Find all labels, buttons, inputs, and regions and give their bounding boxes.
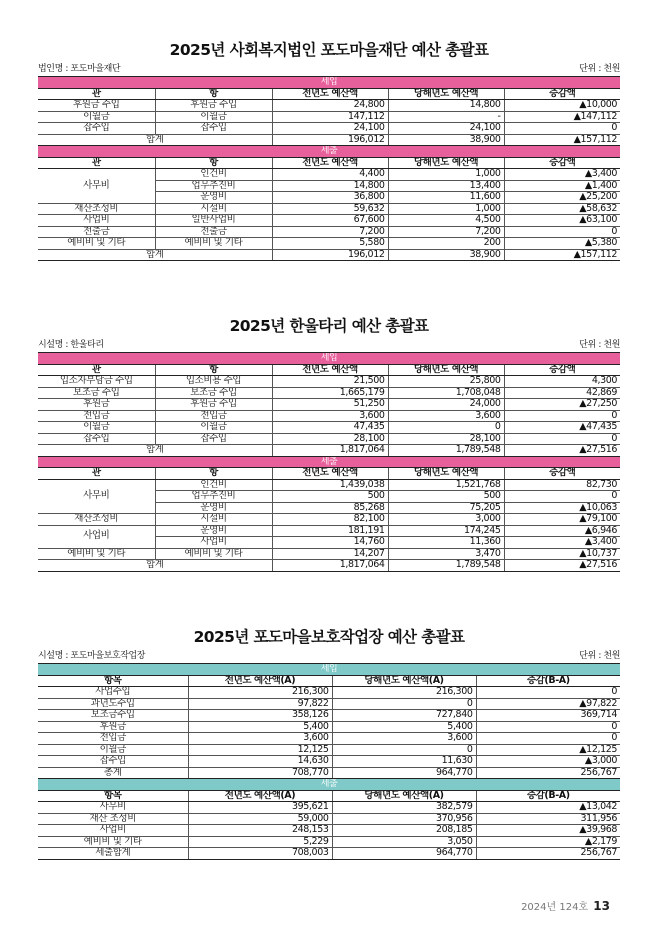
table-row: 전입금 전입금 3,600 3,600 0 [38,410,620,422]
section-meta [38,63,620,76]
table-row: 예비비 및 기타 5,229 3,050 ▲2,179 [38,836,620,848]
header-row [38,157,620,169]
expense-band: 세출 [38,146,620,158]
header-row [38,790,620,802]
col-header: 당해년도 예산액(A) [332,790,476,802]
col-header: 항 [155,364,272,376]
header-row [38,88,620,100]
col-header: 증감액 [504,88,620,100]
table-row: 재산 조성비 59,000 370,956 311,956 [38,813,620,825]
section-title: 2025년 사회복지법인 포도마을재단 예산 총괄표 [169,41,489,59]
col-header: 전년도 예산액 [272,157,388,169]
table-row: 잡수입 잡수입 28,100 28,100 0 [38,433,620,445]
total-row: 합계 196,012 38,900 ▲157,112 [38,249,620,261]
col-header: 항 [155,468,272,480]
col-header: 항 [155,88,272,100]
table-row: 사업비 14,760 11,360 ▲3,400 [38,537,620,549]
table-row: 잡수입 14,630 11,630 ▲3,000 [38,756,620,768]
table-row: 재산조성비 시설비 82,100 3,000 ▲79,100 [38,514,620,526]
table-row: 전입금 3,600 3,600 0 [38,733,620,745]
table-row: 이월금 이월금 47,435 0 ▲47,435 [38,422,620,434]
org-name: 시설명 : 포도마을보호작업장 [38,651,146,661]
budget-section-foundation [38,40,620,261]
table-row: 잡수입 잡수입 24,100 24,100 0 [38,123,620,135]
table-row: 업무추진비 500 500 0 [38,491,620,503]
col-header: 전년도 예산액 [272,88,388,100]
budget-table [38,663,620,860]
table-row: 운영비 85,268 75,205 ▲10,063 [38,502,620,514]
table-row: 사무비 395,621 382,579 ▲13,042 [38,802,620,814]
unit-label: 단위 : 천원 [579,64,620,74]
table-row: 재산조성비 시설비 59,632 1,000 ▲58,632 [38,203,620,215]
col-header: 항목 [38,790,188,802]
org-name: 시설명 : 한울타리 [38,340,104,350]
table-row: 후원금 수입 후원금 수입 24,800 14,800 ▲10,000 [38,100,620,112]
income-band: 세입 [38,77,620,89]
budget-table [38,352,620,572]
unit-label: 단위 : 천원 [579,340,620,350]
section-meta [38,339,620,352]
total-row: 합계 1,817,064 1,789,548 ▲27,516 [38,445,620,457]
col-header: 당해년도 예산액 [388,364,504,376]
expense-band: 세출 [38,779,620,791]
table-row: 사업비 248,153 208,185 ▲39,968 [38,825,620,837]
col-header: 당해년도 예산액 [388,88,504,100]
col-header: 전년도 예산액 [272,364,388,376]
table-row: 사무비 인건비 1,439,038 1,521,768 82,730 [38,479,620,491]
table-row: 보조금수입 358,126 727,840 369,714 [38,710,620,722]
col-header: 당해년도 예산액 [388,157,504,169]
budget-table [38,76,620,261]
table-row: 사업비 일반사업비 67,600 4,500 ▲63,100 [38,215,620,227]
col-header: 전년도 예산액 [272,468,388,480]
income-band: 세입 [38,353,620,365]
total-row: 세출합계 708,003 964,770 256,767 [38,848,620,860]
col-header: 증감액 [504,157,620,169]
col-header: 항목 [38,675,188,687]
org-name: 법인명 : 포도마을재단 [38,64,121,74]
income-band: 세입 [38,664,620,676]
section-meta [38,650,620,663]
table-row: 사무비 인건비 4,400 1,000 ▲3,400 [38,169,620,181]
table-row: 업무추진비 14,800 13,400 ▲1,400 [38,180,620,192]
col-header: 증감액 [504,364,620,376]
table-row: 사업수입 216,300 216,300 0 [38,687,620,699]
header-row [38,364,620,376]
col-header: 전년도 예산액(A) [188,675,332,687]
table-row: 운영비 36,800 11,600 ▲25,200 [38,192,620,204]
table-row: 과년도수입 97,822 0 ▲97,822 [38,698,620,710]
col-header: 당해년도 예산액(A) [332,675,476,687]
col-header: 증감(B-A) [476,790,620,802]
col-header: 관 [38,157,155,169]
total-row: 합계 196,012 38,900 ▲157,112 [38,134,620,146]
section-title: 2025년 한울타리 예산 총괄표 [229,317,429,335]
col-header: 당해년도 예산액 [388,468,504,480]
budget-section-workshop [38,627,620,860]
table-row: 후원금 5,400 5,400 0 [38,721,620,733]
table-row: 사업비 운영비 181,191 174,245 ▲6,946 [38,525,620,537]
table-row: 예비비 및 기타 예비비 및 기타 5,580 200 ▲5,380 [38,238,620,250]
page-footer [521,898,610,913]
expense-band: 세출 [38,456,620,468]
col-header: 항 [155,157,272,169]
table-row: 이월금 이월금 147,112 - ▲147,112 [38,111,620,123]
table-row: 이월금 12,125 0 ▲12,125 [38,744,620,756]
col-header: 관 [38,88,155,100]
budget-section-hanultari [38,316,620,572]
col-header: 관 [38,468,155,480]
issue-label: 2024년 124호 [521,902,589,913]
section-title: 2025년 포도마을보호작업장 예산 총괄표 [193,628,465,646]
col-header: 증감(B-A) [476,675,620,687]
table-row: 예비비 및 기타 예비비 및 기타 14,207 3,470 ▲10,737 [38,548,620,560]
table-row: 보조금 수입 보조금 수입 1,665,179 1,708,048 42,869 [38,387,620,399]
table-row: 전출금 전출금 7,200 7,200 0 [38,226,620,238]
total-row: 합계 1,817,064 1,789,548 ▲27,516 [38,560,620,572]
table-row: 입소자부담금 수입 입소비용 수입 21,500 25,800 4,300 [38,376,620,388]
col-header: 전년도 예산액(A) [188,790,332,802]
col-header: 증감액 [504,468,620,480]
unit-label: 단위 : 천원 [579,651,620,661]
page-number: 13 [593,899,610,913]
header-row [38,675,620,687]
col-header: 관 [38,364,155,376]
table-row: 후원금 후원금 수입 51,250 24,000 ▲27,250 [38,399,620,411]
header-row [38,468,620,480]
total-row: 총계 708,770 964,770 256,767 [38,767,620,779]
